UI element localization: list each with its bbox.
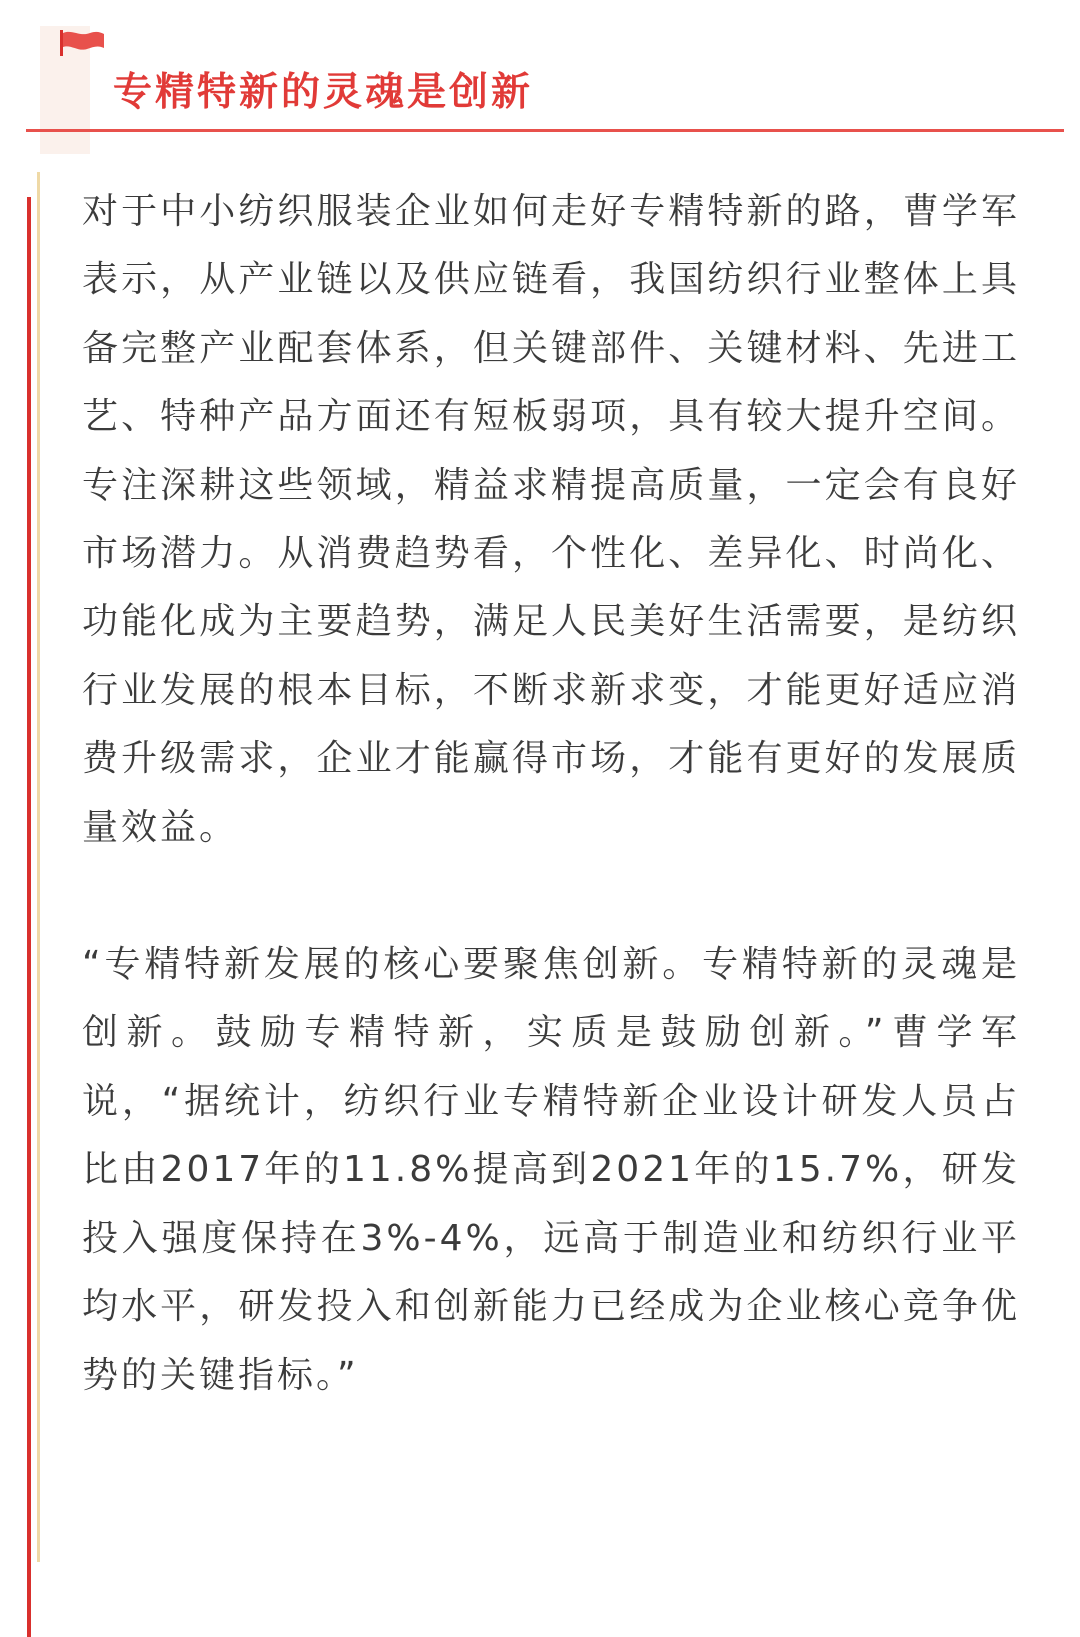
flag-icon [60, 30, 104, 56]
article-body [82, 178, 1020, 1410]
left-secondary-bar [37, 172, 40, 1562]
title-divider [26, 129, 1064, 132]
paragraph-textile-path: 对于中小纺织服装企业如何走好专精特新的路，曹学军表示，从产业链以及供应链看，我国纺织行业整体上具备完整产业配套体系，但关键部件、关键材料、先进工艺、特种产品方面还有短板弱项，具有较大提升空间。专注深耕这些领域，精益求精提高质量，一定会有良好市场潜力。从消费趋势看，个性化、差异化、时尚化、功能化成为主要趋势，满足人民美好生活需要，是纺织行业发展的根本目标，不断求新求变，才能更好适应消费升级需求，企业才能赢得市场，才能有更好的发展质量效益。 [82, 191, 1020, 848]
left-accent-bar [27, 197, 31, 1637]
page-title: 专精特新的灵魂是创新 [113, 70, 534, 115]
paragraph-innovation-quote: “专精特新发展的核心要聚焦创新。专精特新的灵魂是创新。鼓励专精特新，实质是鼓励创新。”曹学军说，“据统计，纺织行业专精特新企业设计研发人员占比由2017年的11.8%提高到2021年的15.7%，研发投入强度保持在3%-4%，远高于制造业和纺织行业平均水平，研发投入和创新能力已经成为企业核心竞争优势的关键指标。” [82, 944, 1020, 1396]
